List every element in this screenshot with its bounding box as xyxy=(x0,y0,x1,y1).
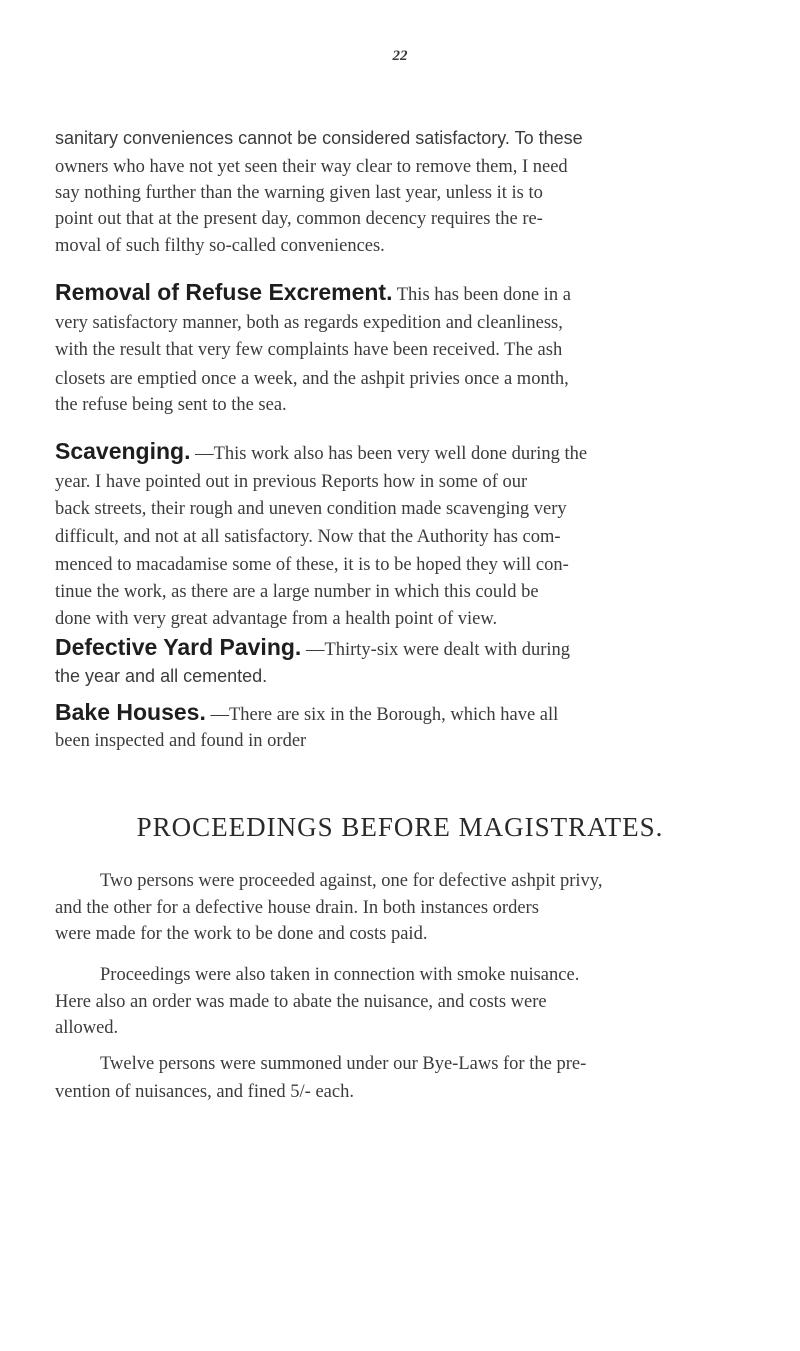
scavenging-line-1: —This work also has been very well done during the xyxy=(195,444,588,464)
intro-line-2: owners who have not yet seen their way clear to remove them, I need xyxy=(55,157,568,177)
removal-line-5: the refuse being sent to the sea. xyxy=(55,395,287,415)
yard-paving-line-2: the year and all cemented. xyxy=(55,666,268,686)
removal-line-4: closets are emptied once a week, and the ashpit privies once a month, xyxy=(55,369,569,389)
page-number: 22 xyxy=(392,48,408,64)
scavenging-line-5: menced to macadamise some of these, it is to be hoped they will con- xyxy=(55,555,569,575)
intro-line-1: sanitary conveniences cannot be considered satisfactory. To these xyxy=(55,128,583,148)
scavenging-heading: Scavenging. xyxy=(55,438,191,464)
intro-line-4: point out that at the present day, common decency requires the re- xyxy=(55,209,543,229)
scavenging-line-2: year. I have pointed out in previous Reports how in some of our xyxy=(55,472,528,492)
scavenging-line-3: back streets, their rough and uneven condition made scavenging very xyxy=(55,499,567,519)
proceedings-title: PROCEEDINGS BEFORE MAGISTRATES. xyxy=(136,812,664,842)
proceedings-line-8: vention of nuisances, and fined 5/- each. xyxy=(55,1082,354,1102)
scavenging-line-7: done with very great advantage from a health point of view. xyxy=(55,609,498,629)
scavenging-line-6: tinue the work, as there are a large number in which this could be xyxy=(55,582,539,602)
bake-houses-heading: Bake Houses. xyxy=(55,699,206,725)
removal-heading: Removal of Refuse Excrement. xyxy=(55,279,393,305)
scavenging-line-4: difficult, and not at all satisfactory. Now that the Authority has com- xyxy=(55,527,561,547)
proceedings-line-7: Twelve persons were summoned under our Bye-Laws for the pre- xyxy=(100,1054,587,1074)
bake-houses-line-2: been inspected and found in order xyxy=(55,731,307,751)
proceedings-line-6: allowed. xyxy=(55,1018,119,1038)
proceedings-line-4: Proceedings were also taken in connection with smoke nuisance. xyxy=(100,965,580,985)
removal-line-1: This has been done in a xyxy=(396,285,571,305)
removal-line-3: with the result that very few complaints have been received. The ash xyxy=(55,340,563,360)
yard-paving-line-1: —Thirty-six were dealt with during xyxy=(305,640,571,660)
proceedings-line-2: and the other for a defective house drain. In both instances orders xyxy=(55,898,539,918)
removal-line-2: very satisfactory manner, both as regards expedition and cleanliness, xyxy=(55,313,563,333)
proceedings-line-3: were made for the work to be done and costs paid. xyxy=(55,924,428,944)
proceedings-line-5: Here also an order was made to abate the nuisance, and costs were xyxy=(55,992,547,1012)
proceedings-line-1: Two persons were proceeded against, one for defective ashpit privy, xyxy=(100,871,603,891)
intro-line-5: moval of such filthy so-called conveniences. xyxy=(55,236,385,256)
bake-houses-line-1: —There are six in the Borough, which have all xyxy=(210,705,559,725)
intro-line-3: say nothing further than the warning given last year, unless it is to xyxy=(55,183,543,203)
yard-paving-heading: Defective Yard Paving. xyxy=(55,634,302,660)
